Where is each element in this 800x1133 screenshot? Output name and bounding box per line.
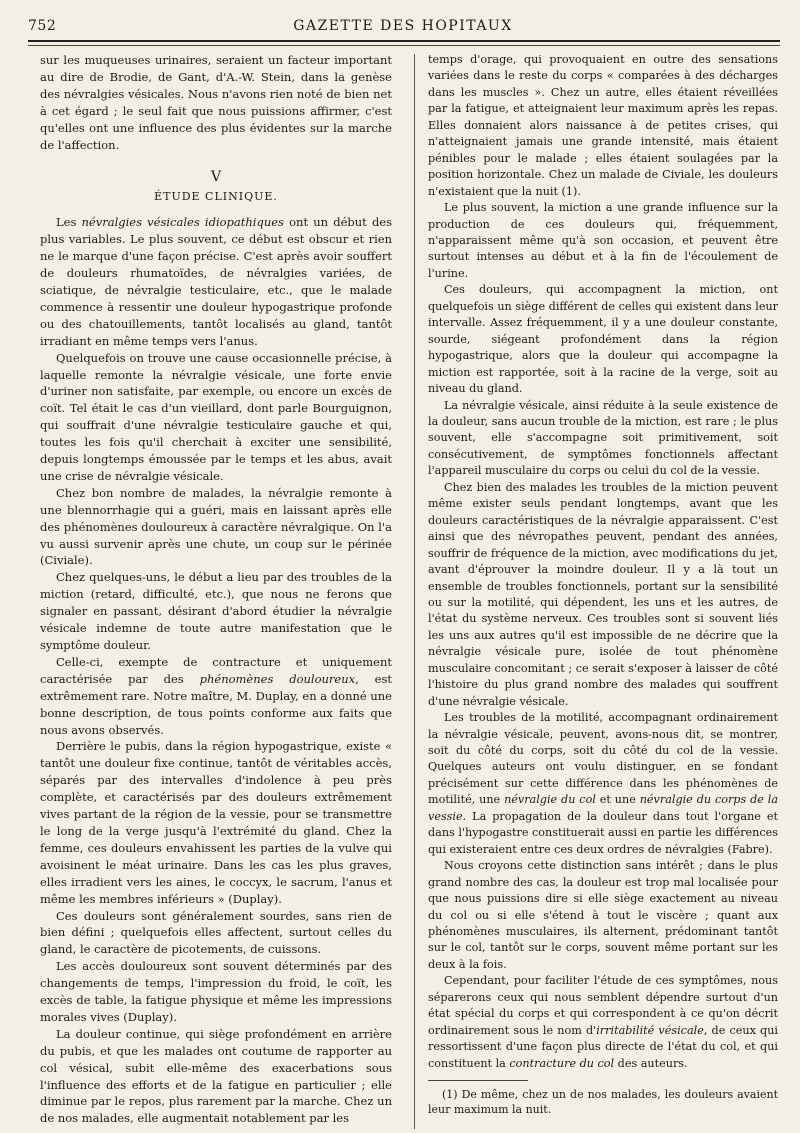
paragraph [428,710,778,858]
paragraph: temps d'orage, qui provoquaient en outre des sensations variées dans le reste du corps « comparées à des décharges dans les muscles ». Chez un autre, elles étaient réveillées par la fatigue, et atteignaient leur maximum après les repas. Elles donnaient alors naissance à de petites crises, qui n'atteignaient jamais une grande intensité, mais étaient pénibles pour le malade ; elles étaient soulagées par la position horizontale. Chez un malade de Civiale, les douleurs n'existaient que la nuit (1). [428,53,778,198]
text-run: . La propagation de la douleur dans tout l'organe et dans l'hypogastre constituerait aussi en partie les différences qui existeraient entre ces deux ordres de névralgies (Fabre). [428,809,778,856]
paragraph: Chez quelques-uns, le début a lieu par des troubles de la miction (retard, difficulté, etc.), que nous ne ferons que signaler en passant, désirant d'abord étudier la névralgie vésicale indemne de toute autre manifestation que le symptôme douleur. [40,570,392,652]
paragraph: La douleur continue, qui siège profondément en arrière du pubis, et que les malades ont coutume de rapporter au col vésical, subit elle-même des exacerbations sous l'influence des efforts et de la fatigue en particulier ; elle diminue par le repos, plus rarement par la marche. Chez un de nos malades, elle augmentait notablement par les [40,1026,392,1126]
paragraph: Chez bon nombre de malades, la névralgie remonte à une blennorrhagie qui a guéri, mais en laissant après elle des phénomènes douloureux à caractère névralgique. On l'a vu aussi survenir après une chute, un coup sur le périnée (Civiale). [40,485,392,568]
text-run: Les troubles de la motilité, accompagnant ordinairement la névralgie vésicale, peuvent, avons-nous dit, se montrer, soit du côté du corps, soit du côté du col de la vessie. Quelques auteurs ont voulu distinguer, en se fondant précisément sur cette différence dans les phénomènes de motilité, une [428,711,778,807]
page-number: 752 [28,18,57,34]
text-run: Les [56,215,82,230]
paragraph: Nous croyons cette distinction sans intérêt ; dans le plus grand nombre des cas, la douleur est trop mal localisée pour que nous puissions dire si elle siège exactement au niveau du col ou si elle s'étend à tout le viscère ; quant aux phénomènes musculaires, ils alternent, prédominant tantôt sur le col, tantôt sur le corps, souvent même portant sur les deux à la fois. [428,859,778,971]
paragraph: Le plus souvent, la miction a une grande influence sur la production de ces douleurs qui, fréquemment, n'apparaissent même qu'à son occasion, et peuvent être surtout intenses au début et à la fin de l'écoulement de l'urine. [428,201,778,280]
section-number: V [210,169,222,186]
footnote-rule [428,1080,528,1081]
paragraph: Quelquefois on trouve une cause occasionnelle précise, à laquelle remonte la névralgie vésicale, une forte envie d'uriner non satisfaite, par exemple, ou encore un excès de coït. Tel était le cas d'un vieillard, dont parle Bourguignon, qui souffrait d'une névralgie testiculaire gauche et qui, toutes les fois qu'il cherchait à exciter une sensibilité, depuis longtemps émoussée par le temps et les abus, avait une crise de névralgie vésicale. [40,350,392,483]
left-column [40,52,392,1127]
paragraph: Ces douleurs, qui accompagnent la miction, ont quelquefois un siège différent de celles qui existent dans leur intervalle. Assez fréquemment, il y a une douleur constante, sourde, siégeant profondément dans la région hypogastrique, alors que la douleur qui accompagne la miction est rapportée, soit à la racine de la verge, soit au niveau du gland. [428,283,778,396]
footnote: (1) De même, chez un de nos malades, les douleurs avaient leur maximum la nuit. [428,1088,778,1117]
text-run: Celle-ci, exempte de contracture et uniquement caractérisée par des [40,654,392,686]
paragraph: Chez bien des malades les troubles de la miction peuvent même exister seuls pendant longtemps, avant que les douleurs caractéristiques de la névralgie apparaissent. C'est ainsi que des névropathes peuvent, pendant des années, souffrir de fréquence de la miction, avec modifications du jet, avant d'éprouver la moindre douleur. Il y a là tout un ensemble de troubles fonctionnels, portant sur la sensibilité ou sur la motilité, qui dépendent, les uns et les autres, de l'état du système nerveux. Ces troubles sont si souvent liés les uns aux autres qu'il est impossible de ne décrire que la névralgie vésicale pure, isolée de tout phénomène musculaire concomitant ; ce serait s'exposer à laisser de côté l'histoire du plus grand nombre des malades qui souffrent d'une névralgie vésicale. [428,480,778,708]
paragraph: Derrière le pubis, dans la région hypogastrique, existe « tantôt une douleur fixe continue, tantôt de véritables accès, séparés par des intervalles d'indolence à peu près complète, et caractérisés par des douleurs extrêmement vives partant de la région de la vessie, pour se transmettre le long de la verge jusqu'à l'extrémité du gland. Chez la femme, ces douleurs envahissent les parties de la vulve qui avoisinent le méat urinaire. Dans les cas les plus graves, elles irradient vers les aines, le coccyx, le sacrum, l'anus et même les membres inférieurs » (Duplay). [40,739,392,906]
paragraph: Les accès douloureux sont souvent déterminés par des changements de temps, l'impression du froid, le coït, les excès de table, la fatigue physique et même les impressions morales vives (Duplay). [40,959,392,1024]
column-divider [414,54,415,1129]
text-run: , est extrêmement rare. Notre maître, M. Duplay, en a donné une bonne description, de tous points conforme aux faits que nous avons observés. [40,671,393,737]
header-rule-thin [28,45,780,46]
text-run: ont un début des plus variables. Le plus souvent, ce début est obscur et rien ne le marque d'une façon précise. C'est après avoir souffert de douleurs rhumatoïdes, de névralgies variées, de sciatique, de névralgie testiculaire, etc., que le malade commence à ressentir une douleur hypogastrique profonde ou des chatouillements, tantôt localisés au gland, tantôt irradiant en même temps vers l'anus. [40,215,393,348]
emphasis: phénomènes douloureux [199,671,356,686]
header-rule-thick [28,40,780,42]
emphasis: névralgies vésicales idiopathiques [81,215,284,230]
right-column [428,52,778,1117]
emphasis: contracture du col [509,1056,615,1070]
page-header [28,16,778,42]
text-run: Cependant, pour faciliter l'étude de ces symptômes, nous séparerons ceux qui nous semblent dépendre surtout d'un état spécial du corps et qui correspondent à ce qu'on décrit ordinairement sous le nom d' [428,974,778,1037]
text-run: , de ceux qui ressortissent d'une façon plus directe de l'état du col, et qui constituent la [428,1023,778,1070]
paragraph: La névralgie vésicale, ainsi réduite à la seule existence de la douleur, sans aucun trouble de la miction, est rare ; le plus souvent, elle s'accompagne soit primitivement, soit consécutivement, de symptômes fonctionnels affectant l'appareil musculaire du corps ou celui du col de la vessie. [428,398,778,478]
emphasis: névralgie du corps de la vessie [428,793,778,823]
text-run: des auteurs. [614,1056,688,1070]
paragraph [428,973,778,1072]
text-run: et une [595,793,640,807]
paragraph: Ces douleurs sont généralement sourdes, sans rien de bien défini ; quelquefois elles affectent, surtout celles du gland, le caractère de picotements, de cuissons. [40,908,392,957]
running-title: GAZETTE DES HOPITAUX [293,18,513,34]
paragraph [40,654,392,739]
emphasis: irritabilité vésicale [596,1023,704,1037]
paragraph: sur les muqueuses urinaires, seraient un facteur important au dire de Brodie, de Gant, d'A.-W. Stein, dans la genèse des névralgies vésicales. Nous n'avons rien noté de bien net à cet égard ; le seul fait que nous puissions affirmer, c'est qu'elles ont une influence des plus évidentes sur la marche de l'affection. [40,53,392,152]
section-title: ÉTUDE CLINIQUE. [154,190,278,204]
emphasis: névralgie du col [504,793,596,807]
paragraph [40,214,392,349]
